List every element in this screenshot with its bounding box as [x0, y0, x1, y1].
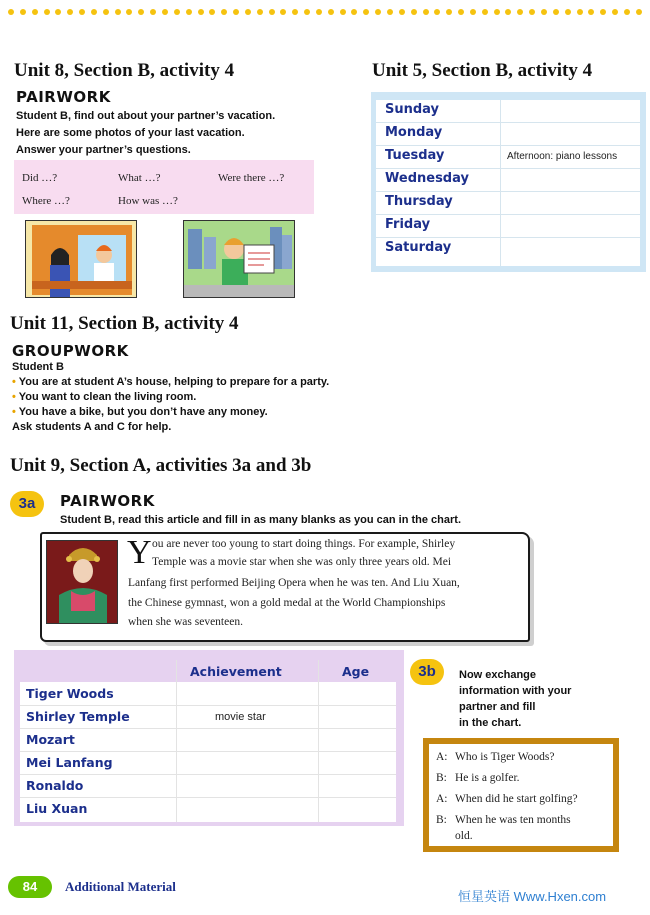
person-name: Ronaldo	[26, 778, 84, 793]
schedule-divider	[500, 100, 501, 266]
person-name: Liu Xuan	[26, 801, 88, 816]
day-label: Wednesday	[385, 171, 469, 186]
footer-label: Additional Material	[65, 879, 176, 894]
unit8-title: Unit 8, Section B, activity 4	[14, 60, 235, 81]
unit11-bullet: • You want to clean the living room.	[12, 391, 197, 403]
schedule-row	[376, 169, 640, 192]
chart-header-age: Age	[342, 664, 370, 679]
chart-row	[20, 752, 396, 775]
exchange-instruction: Now exchange information with your partner and fill in the chart.	[459, 669, 572, 729]
unit11-student: Student B	[12, 361, 64, 373]
chart-row	[20, 729, 396, 752]
unit8-instruction-1: Student B, find out about your partner’s vacation.	[16, 110, 276, 122]
chart-row	[20, 683, 396, 706]
schedule-row	[376, 100, 640, 123]
unit11-title: Unit 11, Section B, activity 4	[10, 313, 239, 334]
article-line: Temple was a movie star when she was only three years old. Mei	[152, 556, 452, 568]
unit9-pairwork-heading: PAIRWORK	[60, 492, 155, 510]
person-name: Mei Lanfang	[26, 755, 113, 770]
chart-row	[20, 775, 396, 798]
article-dropcap: Y	[127, 534, 152, 571]
dialog-line: A: Who is Tiger Woods?	[436, 751, 555, 763]
chart-row	[20, 798, 396, 821]
person-name: Shirley Temple	[26, 709, 130, 724]
article-line: Lanfang first performed Beijing Opera when he was ten. And Liu Xuan,	[128, 577, 460, 589]
question-prompt: Where …?	[22, 195, 70, 207]
question-prompt: Were there …?	[218, 172, 285, 184]
day-label: Sunday	[385, 102, 440, 117]
unit9-instruction: Student B, read this article and fill in as many blanks as you can in the chart.	[60, 514, 461, 526]
watermark: 恒星英语 Www.Hxen.com	[458, 889, 607, 904]
dialog-line: A: When did he start golfing?	[436, 793, 578, 805]
schedule-row	[376, 215, 640, 238]
unit11-ask: Ask students A and C for help.	[12, 421, 172, 433]
schedule-row	[376, 146, 640, 169]
question-prompt: How was …?	[118, 195, 178, 207]
unit9-title: Unit 9, Section A, activities 3a and 3b	[10, 455, 312, 476]
vacation-photo-city-map	[183, 220, 295, 298]
vacation-photo-ticket-booth	[25, 220, 137, 298]
page-number: 84	[8, 876, 52, 898]
tuesday-note: Afternoon: piano lessons	[507, 151, 618, 162]
day-label: Monday	[385, 125, 443, 140]
article-line: ou are never too young to start doing things. For example, Shirley	[152, 538, 456, 550]
unit11-bullet: • You have a bike, but you don’t have any money.	[12, 406, 268, 418]
article-line: when she was seventeen.	[128, 616, 243, 628]
article-line: the Chinese gymnast, won a gold medal at the World Championships	[128, 597, 446, 609]
question-prompt: What …?	[118, 172, 161, 184]
beijing-opera-photo	[46, 540, 118, 624]
schedule-row	[376, 238, 640, 261]
person-name: Mozart	[26, 732, 75, 747]
chart-row	[20, 706, 396, 729]
achievement-cell: movie star	[215, 711, 266, 723]
unit5-title: Unit 5, Section B, activity 4	[372, 60, 593, 81]
weekly-schedule	[376, 100, 640, 266]
top-dotted-rule	[0, 9, 650, 17]
unit8-instruction-3: Answer your partner’s questions.	[16, 144, 191, 156]
person-name: Tiger Woods	[26, 686, 114, 701]
dialog-line: old.	[455, 830, 473, 842]
chart-header-achievement: Achievement	[190, 664, 282, 679]
day-label: Tuesday	[385, 148, 445, 163]
day-label: Thursday	[385, 194, 453, 209]
unit11-bullet: • You are at student A’s house, helping to prepare for a party.	[12, 376, 330, 388]
question-prompt: Did …?	[22, 172, 58, 184]
schedule-row	[376, 192, 640, 215]
unit8-pairwork-heading: PAIRWORK	[16, 88, 111, 106]
activity-3a-badge: 3a	[10, 491, 44, 517]
activity-3b-badge: 3b	[410, 659, 444, 685]
unit11-groupwork-heading: GROUPWORK	[12, 342, 129, 360]
day-label: Saturday	[385, 240, 452, 255]
schedule-row	[376, 123, 640, 146]
unit8-instruction-2: Here are some photos of your last vacation.	[16, 127, 245, 139]
dialog-line: B: He is a golfer.	[436, 772, 520, 784]
day-label: Friday	[385, 217, 431, 232]
dialog-line: B: When he was ten months	[436, 814, 571, 826]
